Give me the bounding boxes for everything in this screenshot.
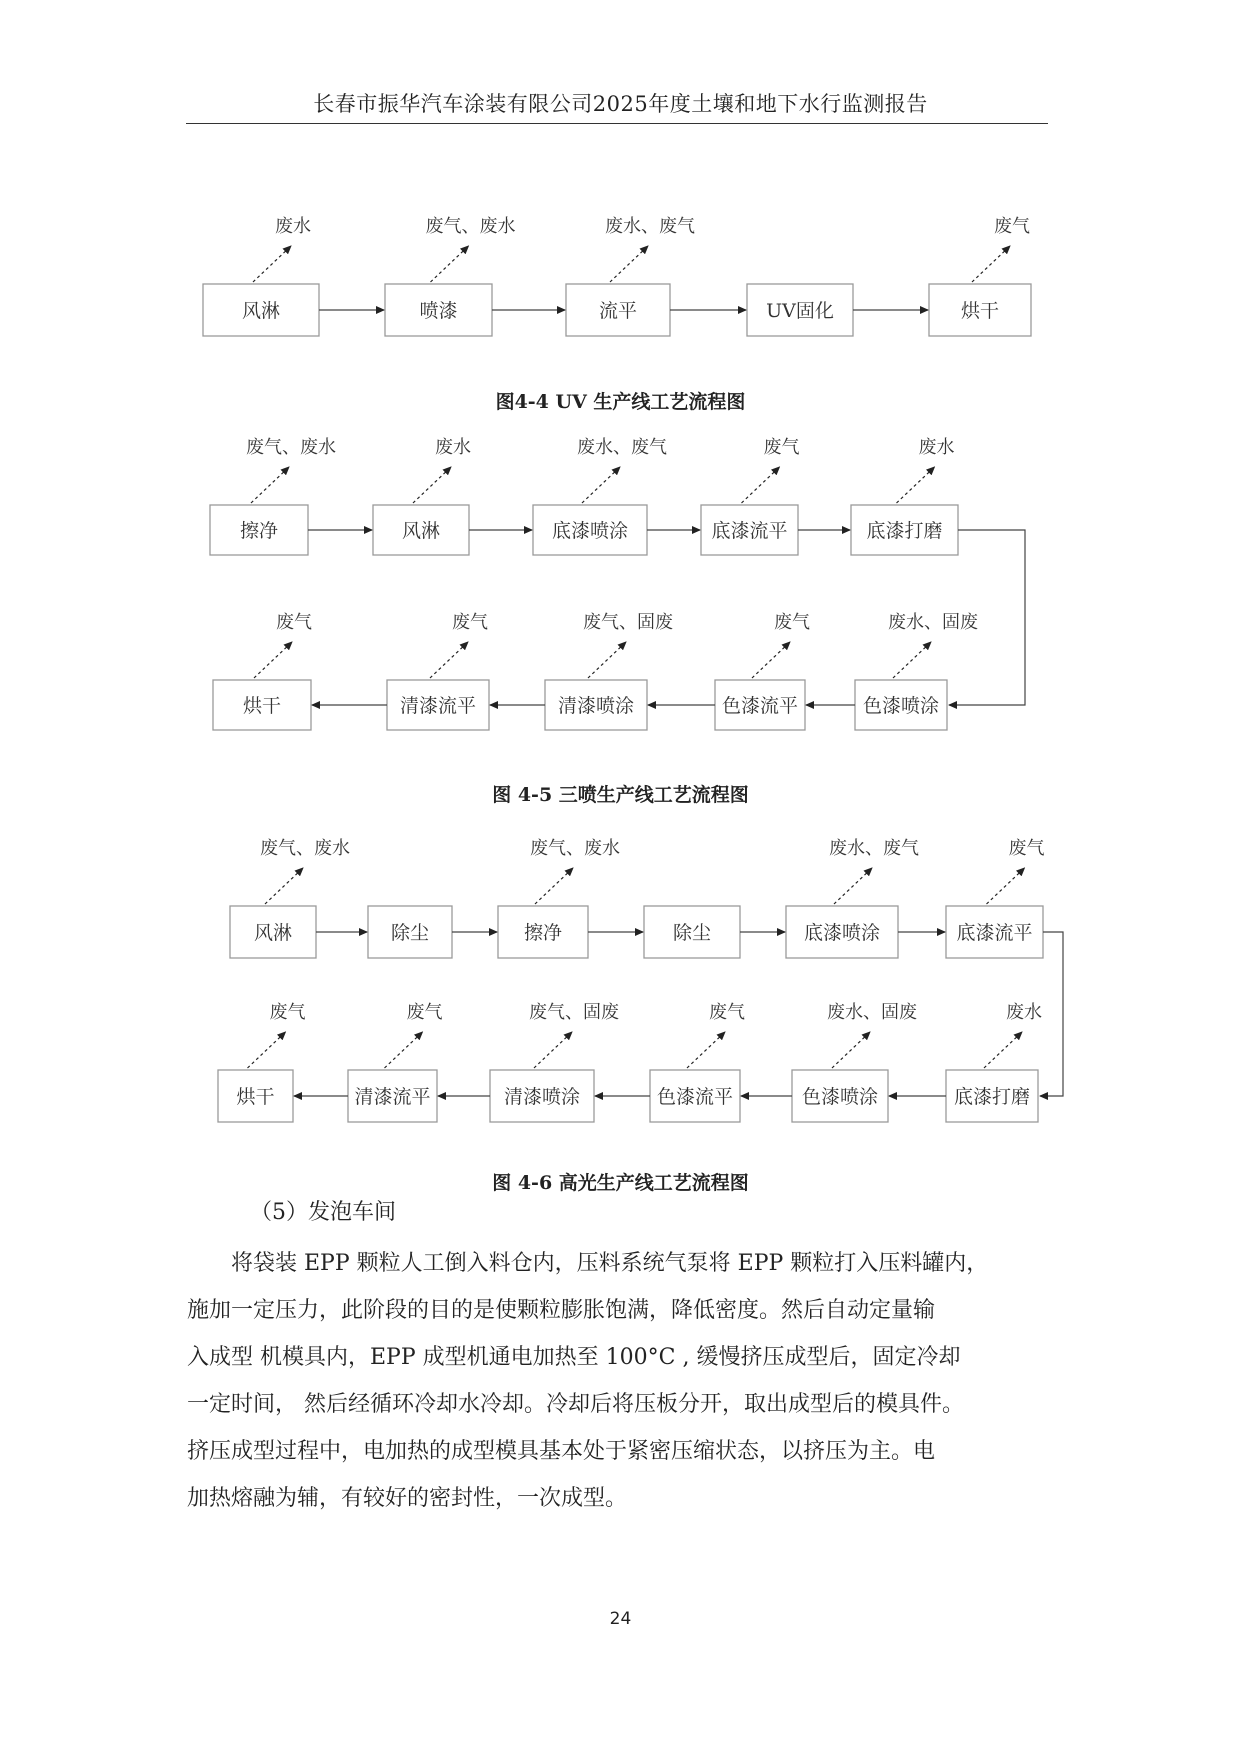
- emission-label: 废水: [435, 437, 471, 458]
- emission-arrow: [752, 642, 790, 678]
- emission-label: 废气、固废: [583, 612, 673, 633]
- emission-label: 废气: [276, 612, 312, 633]
- emission-arrow: [984, 1032, 1022, 1068]
- process-label: 烘干: [236, 1086, 275, 1108]
- emission-label: 废水、废气: [577, 437, 667, 458]
- emission-label: 废气: [709, 1002, 745, 1023]
- process-label: 风淋: [253, 922, 293, 944]
- process-label: 底漆流平: [956, 922, 1033, 944]
- emission-label: 废水: [275, 216, 311, 237]
- process-label: 色漆喷涂: [862, 695, 940, 717]
- emission-label: 废气: [774, 612, 810, 633]
- process-label: 底漆打磨: [866, 520, 943, 542]
- header-rule: [186, 123, 1048, 124]
- emission-arrow: [534, 1032, 572, 1068]
- emission-label: 废气: [763, 437, 800, 458]
- emission-arrow: [742, 467, 780, 503]
- emission-label: 废气: [994, 216, 1030, 237]
- emission-label: 废气、废水: [260, 838, 350, 859]
- emission-label: 废气: [1008, 838, 1045, 859]
- emission-arrow: [248, 1032, 286, 1068]
- page-number: 24: [609, 1609, 632, 1629]
- emission-arrow: [834, 868, 872, 904]
- page-header: 长春市振华汽车涂装有限公司2025年度土壤和地下水行监测报告: [313, 92, 928, 116]
- emission-arrow: [687, 1032, 725, 1068]
- emission-arrow: [265, 868, 303, 904]
- emission-label: 废水: [1006, 1002, 1042, 1023]
- emission-arrow: [254, 642, 292, 678]
- flowchart-three-spray-line: [0, 430, 1241, 750]
- figure-caption-4-4: 图4-4 UV 生产线工艺流程图: [495, 391, 746, 413]
- process-label: 清漆流平: [354, 1086, 431, 1108]
- emission-arrow: [430, 642, 468, 678]
- process-label: 风淋: [401, 520, 441, 542]
- emission-arrow: [431, 246, 469, 282]
- process-label: 底漆打磨: [953, 1086, 1031, 1108]
- process-label: 清漆流平: [399, 695, 477, 717]
- emission-label: 废气、废水: [246, 437, 336, 458]
- process-label: 风淋: [241, 300, 281, 322]
- emission-label: 废水、废气: [605, 216, 695, 237]
- process-label: 擦净: [523, 922, 563, 944]
- emission-label: 废水、废气: [829, 838, 919, 859]
- paragraph-line: 一定时间， 然后经循环冷却水冷却。冷却后将压板分开，取出成型后的模具件。: [187, 1392, 964, 1417]
- process-label: 色漆流平: [656, 1086, 734, 1108]
- emission-arrow: [588, 642, 626, 678]
- process-label: 底漆喷涂: [803, 922, 881, 944]
- emission-arrow: [897, 467, 935, 503]
- process-label: UV固化: [766, 300, 834, 322]
- paragraph-line: 将袋装 EPP 颗粒人工倒入料仓内，压料系统气泵将 EPP 颗粒打入压料罐内，: [187, 1251, 989, 1276]
- paragraph-line: 施加一定压力，此阶段的目的是使颗粒膨胀饱满，降低密度。然后自动定量输: [187, 1298, 936, 1323]
- emission-label: 废水、固废: [827, 1002, 917, 1023]
- emission-arrow: [972, 246, 1010, 282]
- process-label: 烘干: [960, 300, 1000, 322]
- emission-arrow: [535, 868, 573, 904]
- emission-arrow: [413, 467, 451, 503]
- emission-label: 废气: [269, 1002, 306, 1023]
- emission-arrow: [610, 246, 648, 282]
- process-label: 色漆流平: [721, 695, 799, 717]
- emission-arrow: [253, 246, 291, 282]
- paragraph-foaming-workshop: [187, 1240, 1067, 1522]
- paragraph-line: 加热熔融为辅，有较好的密封性，一次成型。: [187, 1486, 628, 1511]
- emission-label: 废水: [918, 437, 955, 458]
- process-label: 流平: [598, 300, 638, 322]
- process-label: 底漆喷涂: [551, 520, 629, 542]
- process-label: 底漆流平: [711, 520, 788, 542]
- process-label: 除尘: [390, 922, 430, 944]
- emission-label: 废气: [452, 612, 488, 633]
- process-label: 擦净: [239, 520, 279, 542]
- process-label: 清漆喷涂: [503, 1086, 581, 1108]
- process-label: 除尘: [672, 922, 712, 944]
- emission-label: 废气: [406, 1002, 443, 1023]
- figure-caption-4-5: 图 4-5 三喷生产线工艺流程图: [492, 784, 749, 806]
- flowchart-uv-line: [0, 200, 1241, 350]
- emission-arrow: [251, 467, 289, 503]
- paragraph-line: 挤压成型过程中，电加热的成型模具基本处于紧密压缩状态，以挤压为主。电: [187, 1439, 936, 1464]
- emission-label: 废气、废水: [530, 838, 620, 859]
- emission-arrow: [893, 642, 931, 678]
- process-label: 色漆喷涂: [801, 1086, 879, 1108]
- emission-arrow: [987, 868, 1025, 904]
- process-label: 清漆喷涂: [557, 695, 635, 717]
- emission-arrow: [582, 467, 620, 503]
- section-heading: （5）发泡车间: [250, 1200, 396, 1225]
- process-label: 烘干: [242, 695, 282, 717]
- emission-label: 废气、固废: [529, 1002, 619, 1023]
- process-label: 喷漆: [419, 300, 458, 322]
- flowchart-high-gloss-line: [0, 840, 1241, 1140]
- emission-label: 废气、废水: [425, 216, 516, 237]
- paragraph-line: 入成型 机模具内，EPP 成型机通电加热至 100°C , 缓慢挤压成型后，固定冷却: [187, 1345, 961, 1370]
- figure-caption-4-6: 图 4-6 高光生产线工艺流程图: [492, 1172, 749, 1194]
- emission-label: 废水、固废: [888, 612, 978, 633]
- emission-arrow: [832, 1032, 870, 1068]
- emission-arrow: [385, 1032, 423, 1068]
